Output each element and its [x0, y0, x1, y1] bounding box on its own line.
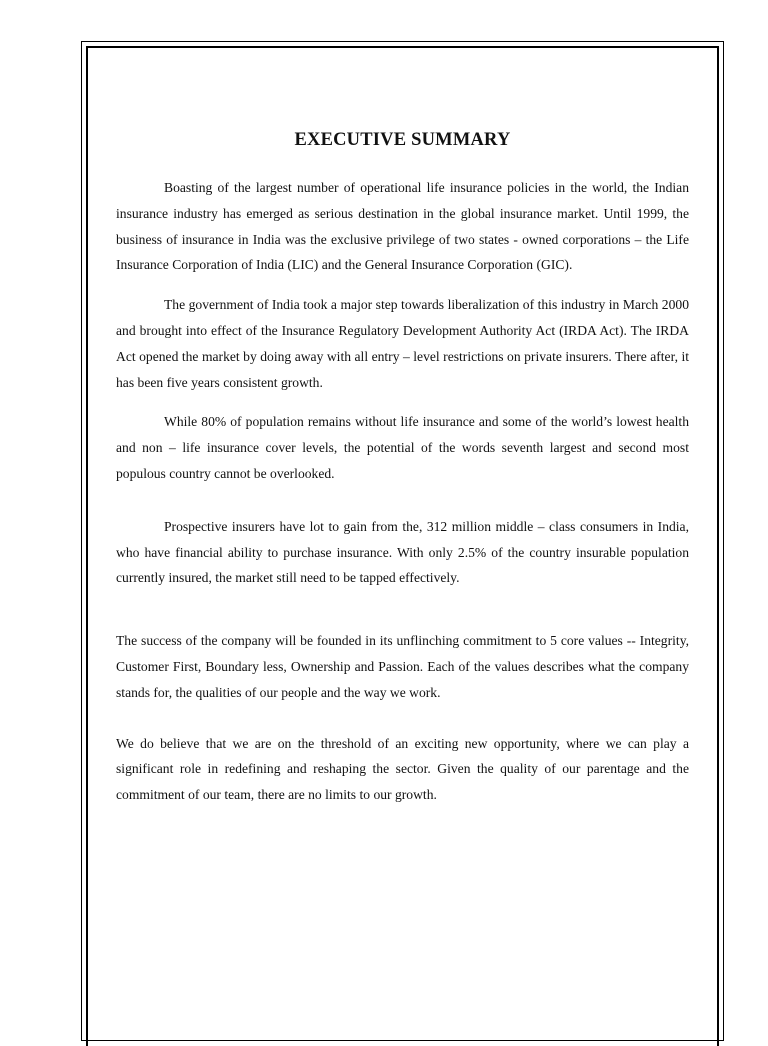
paragraph-liberalization: The government of India took a major step towards liberalization of this industry in March 2000 and brought into effect of the Insurance Regulatory Development Authority Act (IRDA Act). The IRDA Act opened the market by doing away with all entry – level restrictions on private insurers. There after, it has been five years consistent growth.	[116, 297, 689, 390]
paragraph-population: While 80% of population remains without life insurance and some of the world’s lowest health and non – life insurance cover levels, the potential of the words seventh largest and second most populous country cannot be overlooked.	[116, 414, 689, 481]
paragraph-intro: Boasting of the largest number of operational life insurance policies in the world, the Indian insurance industry has emerged as serious destination in the global insurance market. Until 1999, the business of insurance in India was the exclusive privilege of two states - owned corporations – the Life Insurance Corporation of India (LIC) and the General Insurance Corporation (GIC).	[116, 180, 689, 273]
page-title: EXECUTIVE SUMMARY	[294, 130, 511, 150]
paragraph-prospective-insurers: Prospective insurers have lot to gain from the, 312 million middle – class consumers in India, who have financial ability to purchase insurance. With only 2.5% of the country insurable population currently insured, the market still need to be tapped effectively.	[116, 518, 689, 586]
document-body	[116, 125, 689, 808]
paragraph-opportunity: We do believe that we are on the threshold of an exciting new opportunity, where we can play a significant role in redefining and reshaping the sector. Given the quality of our parentage and the commitment of our team, there are no limits to our growth.	[116, 735, 689, 803]
paragraph-core-values: The success of the company will be founded in its unflinching commitment to 5 core values -- Integrity, Customer First, Boundary less, Ownership and Passion. Each of the values describes what the company stands for, the qualities of our people and the way we work.	[116, 633, 689, 700]
